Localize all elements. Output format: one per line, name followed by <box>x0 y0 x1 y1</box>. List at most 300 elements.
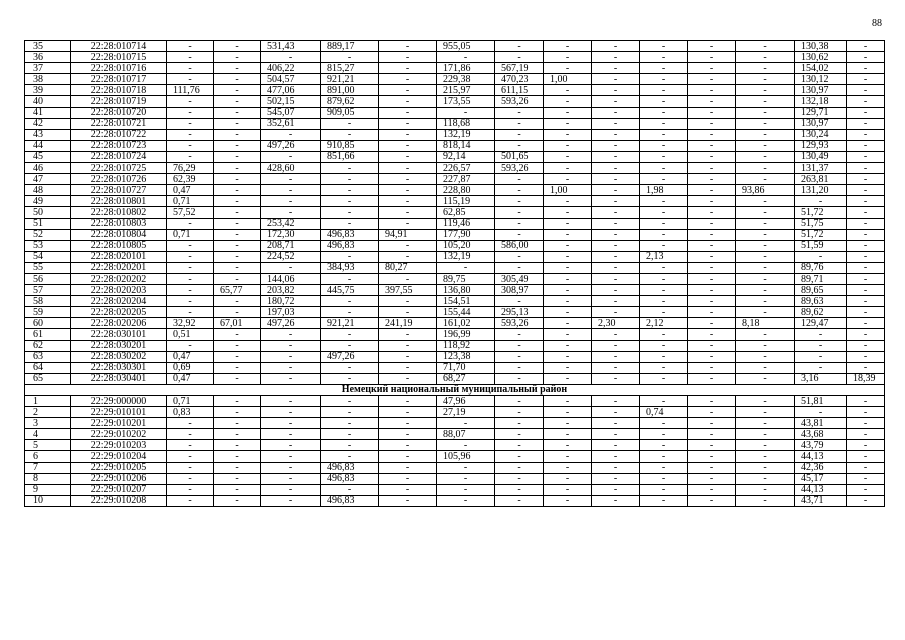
cadastral-code-cell: 22:28:010715 <box>71 52 167 63</box>
value-cell: 227,87 <box>437 174 495 185</box>
value-cell: 909,05 <box>321 107 379 118</box>
value-cell: 173,55 <box>437 96 495 107</box>
table-row <box>25 163 885 174</box>
value-cell: - <box>640 52 688 63</box>
value-cell: - <box>544 418 592 429</box>
value-cell: - <box>379 240 437 251</box>
value-cell: - <box>544 229 592 240</box>
value-cell: - <box>688 140 736 151</box>
value-cell: - <box>495 373 544 384</box>
value-cell: - <box>261 340 321 351</box>
value-cell: 118,68 <box>437 118 495 129</box>
value-cell: - <box>544 140 592 151</box>
value-cell: - <box>261 396 321 407</box>
cadastral-code-cell: 22:29:010207 <box>71 484 167 495</box>
value-cell: - <box>847 185 885 196</box>
value-cell: 3,16 <box>795 373 847 384</box>
value-cell: - <box>495 418 544 429</box>
value-cell: - <box>847 218 885 229</box>
value-cell: - <box>544 396 592 407</box>
value-cell: - <box>688 41 736 52</box>
value-cell: - <box>736 473 795 484</box>
value-cell: - <box>167 52 214 63</box>
value-cell: 45,17 <box>795 473 847 484</box>
value-cell: - <box>495 207 544 218</box>
value-cell: 89,75 <box>437 273 495 284</box>
value-cell: - <box>321 407 379 418</box>
value-cell: - <box>736 207 795 218</box>
value-cell: - <box>321 373 379 384</box>
cadastral-code-cell: 22:28:030101 <box>71 329 167 340</box>
value-cell: 51,81 <box>795 396 847 407</box>
cadastral-code-cell: 22:28:030401 <box>71 373 167 384</box>
value-cell: - <box>321 207 379 218</box>
cadastral-code-cell: 22:28:010725 <box>71 163 167 174</box>
value-cell: - <box>495 229 544 240</box>
value-cell: - <box>640 140 688 151</box>
value-cell: - <box>640 174 688 185</box>
value-cell: 352,61 <box>261 118 321 129</box>
value-cell: - <box>847 196 885 207</box>
value-cell: - <box>379 407 437 418</box>
value-cell: 1,00 <box>544 185 592 196</box>
value-cell: - <box>321 340 379 351</box>
value-cell: - <box>379 396 437 407</box>
value-cell: 118,92 <box>437 340 495 351</box>
value-cell: - <box>847 207 885 218</box>
value-cell: 891,00 <box>321 85 379 96</box>
value-cell: - <box>167 63 214 74</box>
value-cell: - <box>379 362 437 373</box>
value-cell: - <box>640 473 688 484</box>
value-cell: - <box>214 495 261 506</box>
value-cell: - <box>592 396 640 407</box>
value-cell: - <box>544 318 592 329</box>
value-cell: - <box>214 63 261 74</box>
table-row <box>25 340 885 351</box>
cadastral-code-cell: 22:28:020206 <box>71 318 167 329</box>
value-cell: - <box>688 240 736 251</box>
value-cell: - <box>544 251 592 262</box>
value-cell: - <box>688 484 736 495</box>
value-cell: - <box>214 418 261 429</box>
row-number-cell: 53 <box>25 240 71 251</box>
row-number-cell: 6 <box>25 451 71 462</box>
value-cell: - <box>544 63 592 74</box>
cadastral-code-cell: 22:28:010721 <box>71 118 167 129</box>
value-cell: - <box>688 107 736 118</box>
value-cell: - <box>847 174 885 185</box>
value-cell: - <box>688 118 736 129</box>
value-cell: 129,47 <box>795 318 847 329</box>
value-cell: - <box>261 362 321 373</box>
value-cell: 62,85 <box>437 207 495 218</box>
row-number-cell: 46 <box>25 163 71 174</box>
value-cell: - <box>321 273 379 284</box>
value-cell: 504,57 <box>261 74 321 85</box>
value-cell: - <box>640 362 688 373</box>
value-cell: - <box>592 85 640 96</box>
value-cell: - <box>379 451 437 462</box>
value-cell: - <box>847 396 885 407</box>
value-cell: 47,96 <box>437 396 495 407</box>
value-cell: - <box>214 484 261 495</box>
value-cell: - <box>847 307 885 318</box>
value-cell: - <box>261 418 321 429</box>
value-cell: - <box>847 107 885 118</box>
value-cell: - <box>592 207 640 218</box>
value-cell: - <box>544 407 592 418</box>
value-cell: - <box>640 107 688 118</box>
value-cell: - <box>592 107 640 118</box>
value-cell: - <box>495 351 544 362</box>
value-cell: - <box>847 451 885 462</box>
value-cell: - <box>379 373 437 384</box>
value-cell: - <box>592 196 640 207</box>
value-cell: - <box>544 118 592 129</box>
table-row <box>25 240 885 251</box>
value-cell: 1,98 <box>640 185 688 196</box>
value-cell: - <box>495 129 544 140</box>
value-cell: - <box>214 140 261 151</box>
value-cell: - <box>495 118 544 129</box>
value-cell: 80,27 <box>379 262 437 273</box>
value-cell: - <box>167 285 214 296</box>
value-cell: 144,06 <box>261 273 321 284</box>
value-cell: 155,44 <box>437 307 495 318</box>
value-cell: - <box>544 273 592 284</box>
value-cell: - <box>847 273 885 284</box>
value-cell: - <box>847 462 885 473</box>
row-number-cell: 3 <box>25 418 71 429</box>
value-cell: - <box>640 96 688 107</box>
value-cell: - <box>214 218 261 229</box>
value-cell: - <box>261 52 321 63</box>
value-cell: - <box>688 407 736 418</box>
value-cell: - <box>795 196 847 207</box>
value-cell: - <box>261 495 321 506</box>
value-cell: 203,82 <box>261 285 321 296</box>
value-cell: 130,38 <box>795 41 847 52</box>
cadastral-code-cell: 22:29:000000 <box>71 396 167 407</box>
value-cell: - <box>688 396 736 407</box>
value-cell: 497,26 <box>261 318 321 329</box>
row-number-cell: 9 <box>25 484 71 495</box>
value-cell: - <box>544 296 592 307</box>
value-cell: - <box>592 174 640 185</box>
value-cell: - <box>847 484 885 495</box>
value-cell: 43,71 <box>795 495 847 506</box>
value-cell: - <box>379 429 437 440</box>
value-cell: - <box>214 351 261 362</box>
value-cell: - <box>544 85 592 96</box>
value-cell: - <box>167 307 214 318</box>
value-cell: - <box>544 207 592 218</box>
value-cell: - <box>592 185 640 196</box>
row-number-cell: 51 <box>25 218 71 229</box>
value-cell: - <box>214 340 261 351</box>
table-row <box>25 129 885 140</box>
value-cell: - <box>688 273 736 284</box>
value-cell: - <box>640 462 688 473</box>
cadastral-code-cell: 22:29:010201 <box>71 418 167 429</box>
value-cell: - <box>688 329 736 340</box>
value-cell: 0,83 <box>167 407 214 418</box>
value-cell: 43,68 <box>795 429 847 440</box>
value-cell: 226,57 <box>437 163 495 174</box>
value-cell: - <box>321 218 379 229</box>
value-cell: - <box>640 329 688 340</box>
cadastral-code-cell: 22:28:010719 <box>71 96 167 107</box>
value-cell: - <box>688 373 736 384</box>
value-cell: - <box>688 163 736 174</box>
table-row <box>25 196 885 207</box>
table-row <box>25 296 885 307</box>
value-cell: - <box>592 429 640 440</box>
row-number-cell: 48 <box>25 185 71 196</box>
cadastral-code-cell: 22:29:010202 <box>71 429 167 440</box>
value-cell: - <box>592 163 640 174</box>
value-cell: 955,05 <box>437 41 495 52</box>
row-number-cell: 55 <box>25 262 71 273</box>
value-cell: - <box>736 240 795 251</box>
value-cell: - <box>437 462 495 473</box>
value-cell: - <box>640 63 688 74</box>
value-cell: - <box>379 495 437 506</box>
value-cell: 921,21 <box>321 318 379 329</box>
value-cell: - <box>847 129 885 140</box>
value-cell: - <box>544 107 592 118</box>
value-cell: - <box>379 129 437 140</box>
value-cell: - <box>321 429 379 440</box>
value-cell: - <box>167 418 214 429</box>
value-cell: - <box>736 262 795 273</box>
value-cell: - <box>544 129 592 140</box>
value-cell: - <box>214 52 261 63</box>
value-cell: 0,47 <box>167 185 214 196</box>
row-number-cell: 62 <box>25 340 71 351</box>
section-header-body <box>25 384 885 395</box>
value-cell: - <box>795 351 847 362</box>
value-cell: - <box>736 151 795 162</box>
value-cell: - <box>847 285 885 296</box>
value-cell: - <box>847 41 885 52</box>
value-cell: - <box>544 484 592 495</box>
value-cell: - <box>688 296 736 307</box>
value-cell: - <box>214 129 261 140</box>
value-cell: - <box>261 262 321 273</box>
value-cell: - <box>321 118 379 129</box>
row-number-cell: 44 <box>25 140 71 151</box>
value-cell: 2,12 <box>640 318 688 329</box>
value-cell: 71,70 <box>437 362 495 373</box>
table-row <box>25 251 885 262</box>
value-cell: - <box>736 340 795 351</box>
value-cell: - <box>321 307 379 318</box>
value-cell: - <box>592 340 640 351</box>
value-cell: - <box>795 362 847 373</box>
value-cell: - <box>544 362 592 373</box>
value-cell: - <box>592 140 640 151</box>
value-cell: 180,72 <box>261 296 321 307</box>
cadastral-code-cell: 22:29:010204 <box>71 451 167 462</box>
value-cell: - <box>688 429 736 440</box>
value-cell: - <box>592 218 640 229</box>
row-number-cell: 42 <box>25 118 71 129</box>
value-cell: - <box>261 373 321 384</box>
value-cell: - <box>379 74 437 85</box>
value-cell: - <box>847 118 885 129</box>
value-cell: 43,81 <box>795 418 847 429</box>
value-cell: - <box>214 296 261 307</box>
value-cell: - <box>847 52 885 63</box>
value-cell: - <box>640 273 688 284</box>
value-cell: - <box>379 340 437 351</box>
value-cell: - <box>379 251 437 262</box>
value-cell: - <box>214 41 261 52</box>
value-cell: - <box>592 351 640 362</box>
value-cell: 0,69 <box>167 362 214 373</box>
value-cell: - <box>379 118 437 129</box>
value-cell: - <box>544 351 592 362</box>
value-cell: - <box>437 52 495 63</box>
value-cell: - <box>261 174 321 185</box>
value-cell: - <box>736 107 795 118</box>
value-cell: - <box>544 307 592 318</box>
value-cell: - <box>379 107 437 118</box>
value-cell: - <box>321 440 379 451</box>
value-cell: - <box>736 451 795 462</box>
value-cell: - <box>261 196 321 207</box>
value-cell: - <box>495 174 544 185</box>
value-cell: - <box>640 440 688 451</box>
value-cell: - <box>688 473 736 484</box>
value-cell: 129,71 <box>795 107 847 118</box>
value-cell: - <box>495 251 544 262</box>
value-cell: - <box>688 196 736 207</box>
value-cell: - <box>544 451 592 462</box>
value-cell: - <box>214 251 261 262</box>
row-number-cell: 38 <box>25 74 71 85</box>
value-cell: 496,83 <box>321 473 379 484</box>
value-cell: - <box>847 151 885 162</box>
value-cell: - <box>795 340 847 351</box>
table-row <box>25 440 885 451</box>
value-cell: 208,71 <box>261 240 321 251</box>
value-cell: 879,62 <box>321 96 379 107</box>
value-cell: - <box>321 129 379 140</box>
value-cell: - <box>379 440 437 451</box>
value-cell: 131,20 <box>795 185 847 196</box>
value-cell: - <box>688 129 736 140</box>
row-number-cell: 57 <box>25 285 71 296</box>
value-cell: - <box>640 307 688 318</box>
value-cell: - <box>379 207 437 218</box>
value-cell: - <box>592 473 640 484</box>
value-cell: - <box>379 151 437 162</box>
table-row <box>25 362 885 373</box>
value-cell: - <box>495 185 544 196</box>
value-cell: 428,60 <box>261 163 321 174</box>
table-row <box>25 307 885 318</box>
value-cell: - <box>592 495 640 506</box>
value-cell: 497,26 <box>321 351 379 362</box>
value-cell: - <box>847 262 885 273</box>
value-cell: 94,91 <box>379 229 437 240</box>
cadastral-code-cell: 22:29:010208 <box>71 495 167 506</box>
value-cell: 119,46 <box>437 218 495 229</box>
value-cell: - <box>167 451 214 462</box>
value-cell: - <box>688 251 736 262</box>
value-cell: - <box>847 473 885 484</box>
cadastral-code-cell: 22:28:010724 <box>71 151 167 162</box>
value-cell: - <box>261 185 321 196</box>
value-cell: - <box>592 407 640 418</box>
cadastral-code-cell: 22:28:020101 <box>71 251 167 262</box>
row-number-cell: 35 <box>25 41 71 52</box>
table-row <box>25 462 885 473</box>
value-cell: - <box>167 96 214 107</box>
value-cell: - <box>214 74 261 85</box>
table-row <box>25 41 885 52</box>
cadastral-code-cell: 22:28:030301 <box>71 362 167 373</box>
value-cell: 130,97 <box>795 118 847 129</box>
value-cell: - <box>167 251 214 262</box>
table-row <box>25 74 885 85</box>
table-row <box>25 418 885 429</box>
value-cell: 62,39 <box>167 174 214 185</box>
table-row <box>25 429 885 440</box>
value-cell: - <box>736 329 795 340</box>
value-cell: - <box>736 129 795 140</box>
value-cell: - <box>592 52 640 63</box>
value-cell: - <box>261 462 321 473</box>
value-cell: - <box>214 85 261 96</box>
value-cell: 851,66 <box>321 151 379 162</box>
value-cell: - <box>847 296 885 307</box>
cadastral-code-cell: 22:28:020201 <box>71 262 167 273</box>
value-cell: - <box>379 140 437 151</box>
value-cell: - <box>736 273 795 284</box>
value-cell: 470,23 <box>495 74 544 85</box>
value-cell: - <box>544 52 592 63</box>
value-cell: - <box>688 63 736 74</box>
table-body-before <box>25 41 885 385</box>
value-cell: - <box>688 96 736 107</box>
value-cell: - <box>544 262 592 273</box>
value-cell: 51,72 <box>795 229 847 240</box>
value-cell: - <box>167 473 214 484</box>
value-cell: - <box>736 484 795 495</box>
row-number-cell: 10 <box>25 495 71 506</box>
section-header-row <box>25 384 885 395</box>
value-cell: - <box>640 74 688 85</box>
value-cell: - <box>592 229 640 240</box>
value-cell: 130,49 <box>795 151 847 162</box>
table-row <box>25 351 885 362</box>
value-cell: - <box>214 207 261 218</box>
value-cell: - <box>167 140 214 151</box>
value-cell: - <box>688 418 736 429</box>
cadastral-code-cell: 22:28:010726 <box>71 174 167 185</box>
value-cell: - <box>688 52 736 63</box>
value-cell: 44,13 <box>795 484 847 495</box>
value-cell: - <box>736 52 795 63</box>
table-row <box>25 85 885 96</box>
value-cell: 228,80 <box>437 185 495 196</box>
value-cell: 889,17 <box>321 41 379 52</box>
value-cell: - <box>167 340 214 351</box>
